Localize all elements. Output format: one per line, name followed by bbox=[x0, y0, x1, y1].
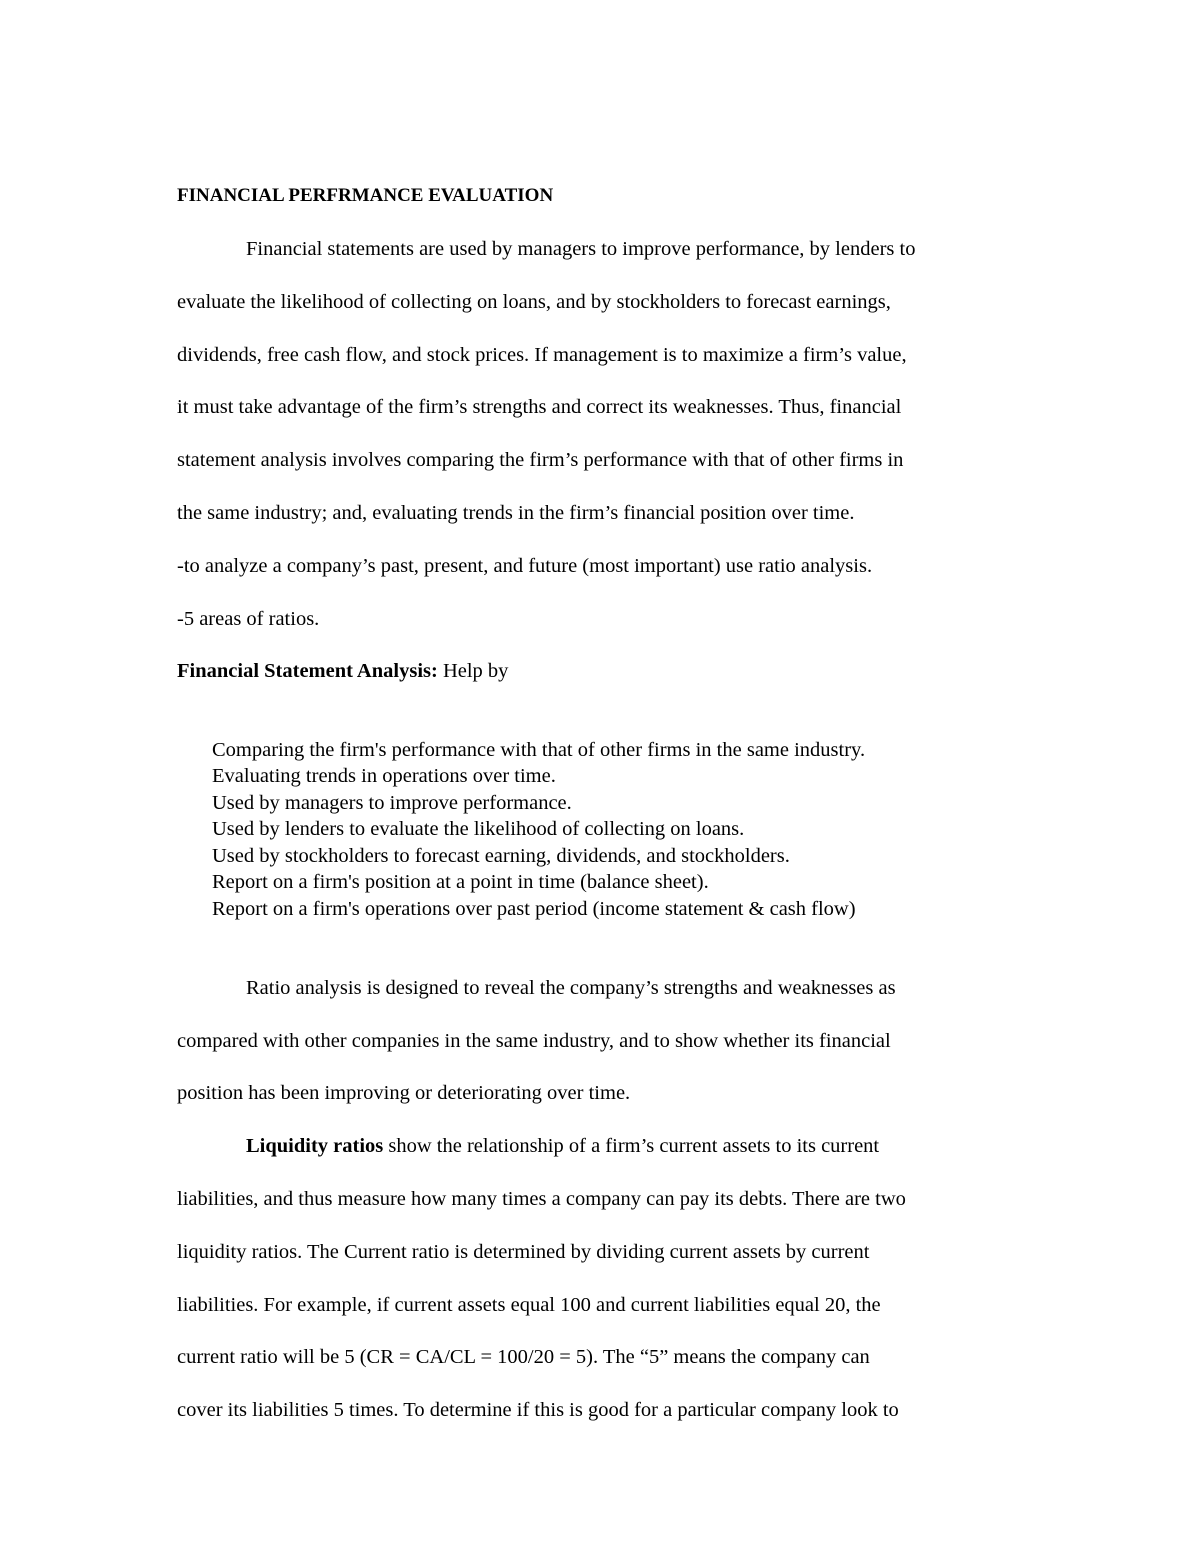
paragraph-line: position has been improving or deteriorating over time. bbox=[177, 1082, 631, 1104]
list-item: Report on a firm's operations over past period (income statement & cash flow) bbox=[212, 898, 856, 920]
paragraph-line: liabilities. For example, if current assets equal 100 and current liabilities equal 20, the bbox=[177, 1294, 881, 1316]
paragraph-line: statement analysis involves comparing the firm’s performance with that of other firms in bbox=[177, 449, 904, 471]
liquidity-ratios-term: Liquidity ratios bbox=[246, 1135, 384, 1157]
paragraph-line: liabilities, and thus measure how many times a company can pay its debts. There are two bbox=[177, 1188, 906, 1210]
list-item: Evaluating trends in operations over time. bbox=[212, 765, 556, 787]
note-line: -to analyze a company’s past, present, and future (most important) use ratio analysis. bbox=[177, 555, 873, 577]
fsa-heading-line bbox=[177, 661, 508, 682]
list-item: Report on a firm's position at a point in time (balance sheet). bbox=[212, 871, 709, 893]
paragraph-line: dividends, free cash flow, and stock prices. If management is to maximize a firm’s value, bbox=[177, 344, 907, 366]
document-title: FINANCIAL PERFRMANCE EVALUATION bbox=[177, 185, 554, 206]
paragraph-line: cover its liabilities 5 times. To determine if this is good for a particular company look to bbox=[177, 1399, 899, 1421]
paragraph-line: the same industry; and, evaluating trends in the firm’s financial position over time. bbox=[177, 502, 855, 524]
list-item: Used by managers to improve performance. bbox=[212, 792, 572, 814]
note-line: -5 areas of ratios. bbox=[177, 608, 320, 630]
paragraph-line: Ratio analysis is designed to reveal the company’s strengths and weaknesses as bbox=[246, 977, 896, 999]
list-item: Used by lenders to evaluate the likelihood of collecting on loans. bbox=[212, 818, 745, 840]
paragraph-line: Financial statements are used by managers to improve performance, by lenders to bbox=[246, 238, 916, 260]
paragraph-line: compared with other companies in the same industry, and to show whether its financial bbox=[177, 1030, 891, 1052]
list-item: Used by stockholders to forecast earning, dividends, and stockholders. bbox=[212, 845, 790, 867]
paragraph-line bbox=[246, 1136, 879, 1157]
paragraph-line: evaluate the likelihood of collecting on loans, and by stockholders to forecast earnings, bbox=[177, 291, 891, 313]
paragraph-line-rest: show the relationship of a firm’s current assets to its current bbox=[383, 1135, 880, 1157]
list-item: Comparing the firm's performance with that of other firms in the same industry. bbox=[212, 739, 866, 761]
paragraph-line: current ratio will be 5 (CR = CA/CL = 100/20 = 5). The “5” means the company can bbox=[177, 1346, 870, 1368]
fsa-heading: Financial Statement Analysis: bbox=[177, 660, 438, 682]
paragraph-line: liquidity ratios. The Current ratio is determined by dividing current assets by current bbox=[177, 1241, 870, 1263]
paragraph-line: it must take advantage of the firm’s strengths and correct its weaknesses. Thus, financial bbox=[177, 396, 902, 418]
fsa-heading-suffix: Help by bbox=[437, 660, 509, 682]
